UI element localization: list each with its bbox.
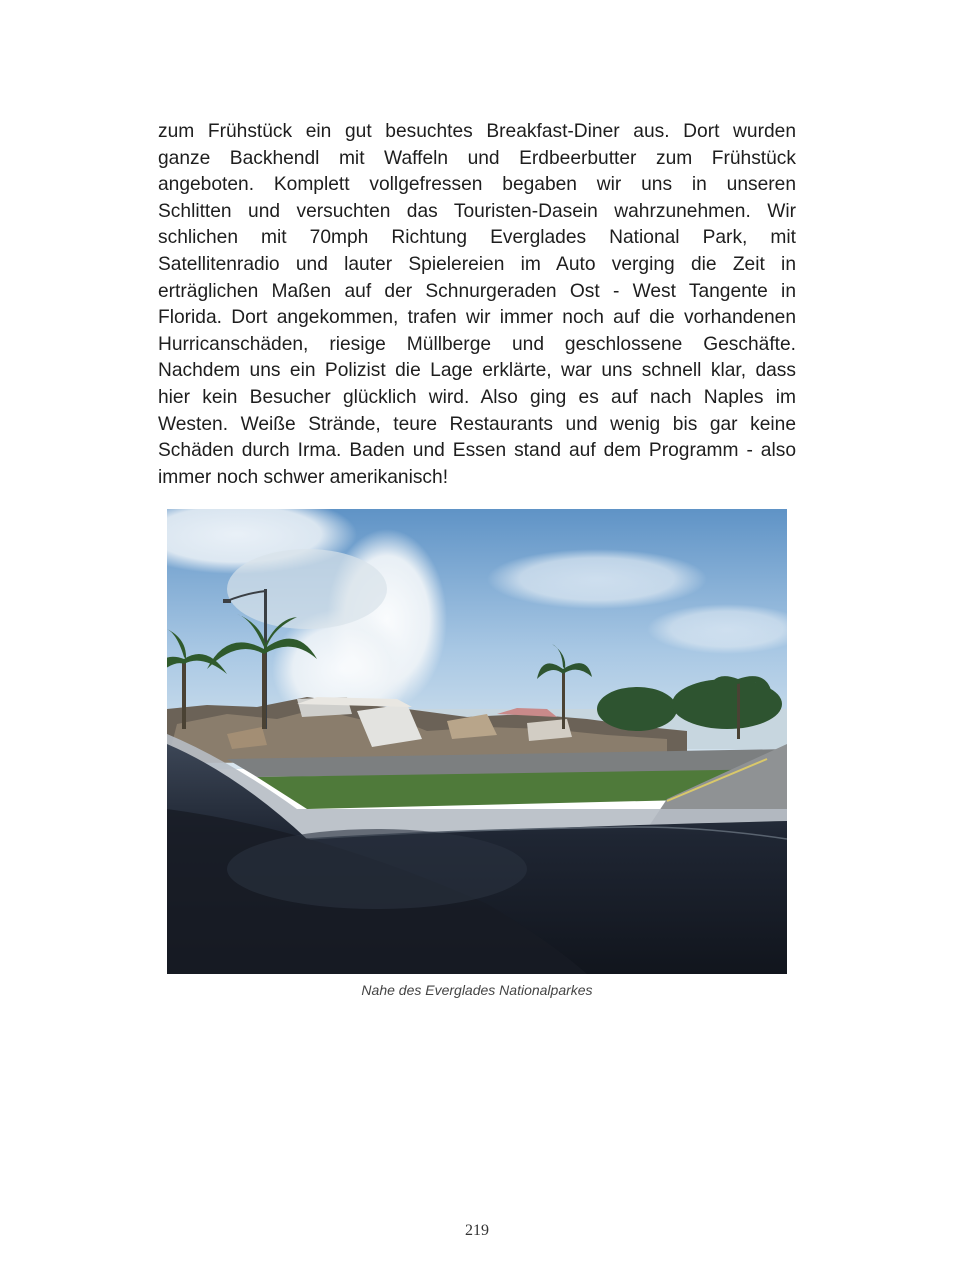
text-line: Hurricanschäden, riesige Müllberge und geschlossene Geschäfte. — [158, 333, 796, 355]
text-line: Westen. Weiße Strände, teure Restaurants und wenig bis gar keine — [158, 413, 796, 435]
figure-caption: Nahe des Everglades Nationalparkes — [361, 982, 593, 998]
body-paragraph — [158, 119, 796, 491]
text-line: Florida. Dort angekommen, trafen wir immer noch auf die vorhandenen — [158, 307, 796, 329]
text-line: Nachdem uns ein Polizist die Lage erklärte, war uns schnell klar, dass — [158, 360, 796, 382]
text-line: Satellitenradio und lauter Spielereien im Auto verging die Zeit in — [158, 253, 796, 275]
text-line: erträglichen Maßen auf der Schnurgeraden Ost - West Tangente in — [158, 280, 796, 302]
text-line: angeboten. Komplett vollgefressen begaben wir uns in unseren — [158, 174, 796, 196]
photo-hurricane-debris — [167, 509, 787, 974]
text-line: zum Frühstück ein gut besuchtes Breakfast-Diner aus. Dort wurden — [158, 121, 796, 142]
text-line: Schlitten und versuchten das Touristen-Dasein wahrzunehmen. Wir — [158, 200, 796, 222]
text-line: immer noch schwer amerikanisch! — [158, 466, 449, 488]
text-line: hier kein Besucher glücklich wird. Also ging es auf nach Naples im — [158, 386, 796, 408]
text-line: ganze Backhendl mit Waffeln und Erdbeerbutter zum Frühstück — [158, 147, 796, 169]
text-line: schlichen mit 70mph Richtung Everglades National Park, mit — [158, 227, 796, 249]
text-line: Schäden durch Irma. Baden und Essen stand auf dem Programm - also — [158, 440, 796, 462]
page-number: 219 — [465, 1222, 489, 1239]
